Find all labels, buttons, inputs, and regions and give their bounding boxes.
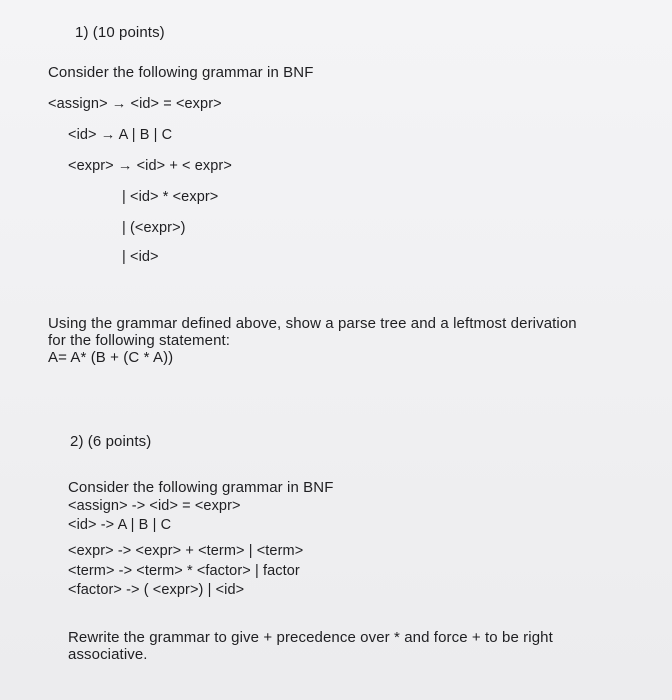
q2-rule-factor: <factor> -> ( <expr>) | <id>: [68, 582, 245, 598]
q2-task-line2: associative.: [68, 646, 148, 663]
q1-rule-assign: <assign> → <id> = <expr>: [48, 96, 222, 112]
q1-intro: Consider the following grammar in BNF: [48, 64, 314, 81]
q2-intro: Consider the following grammar in BNF: [68, 479, 334, 496]
q1-rule-expr-alt1: | <id> * <expr>: [122, 189, 219, 205]
q1-task-line2: for the following statement:: [48, 332, 231, 349]
q1-rule-expr-alt2: | (<expr>): [122, 220, 186, 236]
q1-task-line1: Using the grammar defined above, show a parse tree and a leftmost derivation: [48, 315, 577, 332]
q1-rule-expr: <expr> → <id> + < expr>: [68, 158, 232, 174]
q2-rule-id: <id> -> A | B | C: [68, 517, 172, 533]
q2-rule-assign: <assign> -> <id> = <expr>: [68, 498, 241, 514]
q2-rule-expr: <expr> -> <expr> + <term> | <term>: [68, 543, 304, 559]
q1-rule-id: <id> → A | B | C: [68, 127, 173, 143]
q1-statement: A= A* (B + (C * A)): [48, 349, 174, 366]
q2-rule-term: <term> -> <term> * <factor> | factor: [68, 563, 300, 579]
q2-task-line1: Rewrite the grammar to give + precedence over * and force + to be right: [68, 629, 553, 646]
q1-heading: 1) (10 points): [75, 24, 165, 41]
q2-heading: 2) (6 points): [70, 433, 152, 450]
q1-rule-expr-alt3: | <id>: [122, 249, 159, 265]
